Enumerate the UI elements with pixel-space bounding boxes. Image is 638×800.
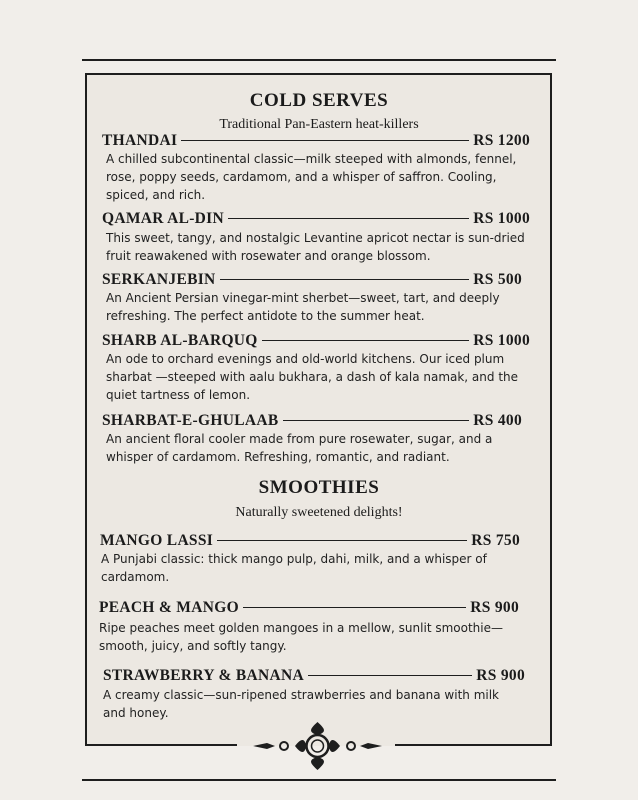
top-rule [82,59,556,61]
section-subtitle-cold-serves: Traditional Pan-Eastern heat-killers [219,117,419,132]
item-header [102,271,522,291]
item-name: QAMAR AL-DIN [102,210,224,227]
item-name: SERKANJEBIN [102,271,216,288]
item-description: An ancient floral cooler made from pure rosewater, sugar, and a whisper of cardamom. Refreshing, romantic, and radiant. [106,432,493,464]
item-description: Ripe peaches meet golden mangoes in a mellow, sunlit smoothie—smooth, juicy, and softly tangy. [99,621,503,653]
item-price: RS 750 [471,532,520,549]
item-price: RS 1000 [473,210,530,227]
item-header [99,599,519,619]
item-header [100,532,520,552]
leader-line [220,279,470,280]
item-description: An Ancient Persian vinegar-mint sherbet—sweet, tart, and deeply refreshing. The perfect antidote to the summer heat. [106,291,500,323]
leader-line [283,420,470,421]
item-name: THANDAI [102,132,178,149]
item-price: RS 500 [473,271,522,288]
leader-line [181,140,469,141]
item-description: An ode to orchard evenings and old-world kitchens. Our iced plum sharbat —steeped with aalu bukhara, a dash of kala namak, and the quiet tartness of lemon. [106,352,519,402]
item-price: RS 1000 [473,332,530,349]
item-name: SHARBAT-E-GHULAAB [102,412,279,429]
item-description: A Punjabi classic: thick mango pulp, dahi, milk, and a whisper of cardamom. [101,552,487,584]
section-title-smoothies: SMOOTHIES [258,477,380,498]
bottom-rule [82,779,556,781]
flourish-ornament-icon [245,718,390,774]
item-header [102,132,530,152]
section-subtitle-smoothies: Naturally sweetened delights! [235,505,403,520]
leader-line [228,218,469,219]
item-header [103,667,525,687]
leader-line [262,340,470,341]
item-price: RS 1200 [473,132,530,149]
leader-line [308,675,472,676]
item-price: RS 400 [473,412,522,429]
leader-line [217,540,467,541]
item-name: STRAWBERRY & BANANA [103,667,304,684]
item-description: This sweet, tangy, and nostalgic Levantine apricot nectar is sun-dried fruit reawakened with rosewater and orange blossom. [106,231,525,263]
item-name: PEACH & MANGO [99,599,239,616]
item-description: A chilled subcontinental classic—milk steeped with almonds, fennel, rose, poppy seeds, cardamom, and a whisper of saffron. Cooling, spiced, and rich. [106,152,517,202]
item-description: A creamy classic—sun-ripened strawberries and banana with milk and honey. [103,688,500,720]
leader-line [243,607,466,608]
item-price: RS 900 [476,667,525,684]
item-price: RS 900 [470,599,519,616]
item-header [102,332,530,352]
section-title-cold-serves: COLD SERVES [249,90,389,111]
item-header [102,412,522,432]
frame-bottom-left-rule [85,744,237,746]
item-header [102,210,530,230]
item-name: SHARB AL-BARQUQ [102,332,258,349]
item-name: MANGO LASSI [100,532,214,549]
frame-bottom-right-rule [395,744,550,746]
